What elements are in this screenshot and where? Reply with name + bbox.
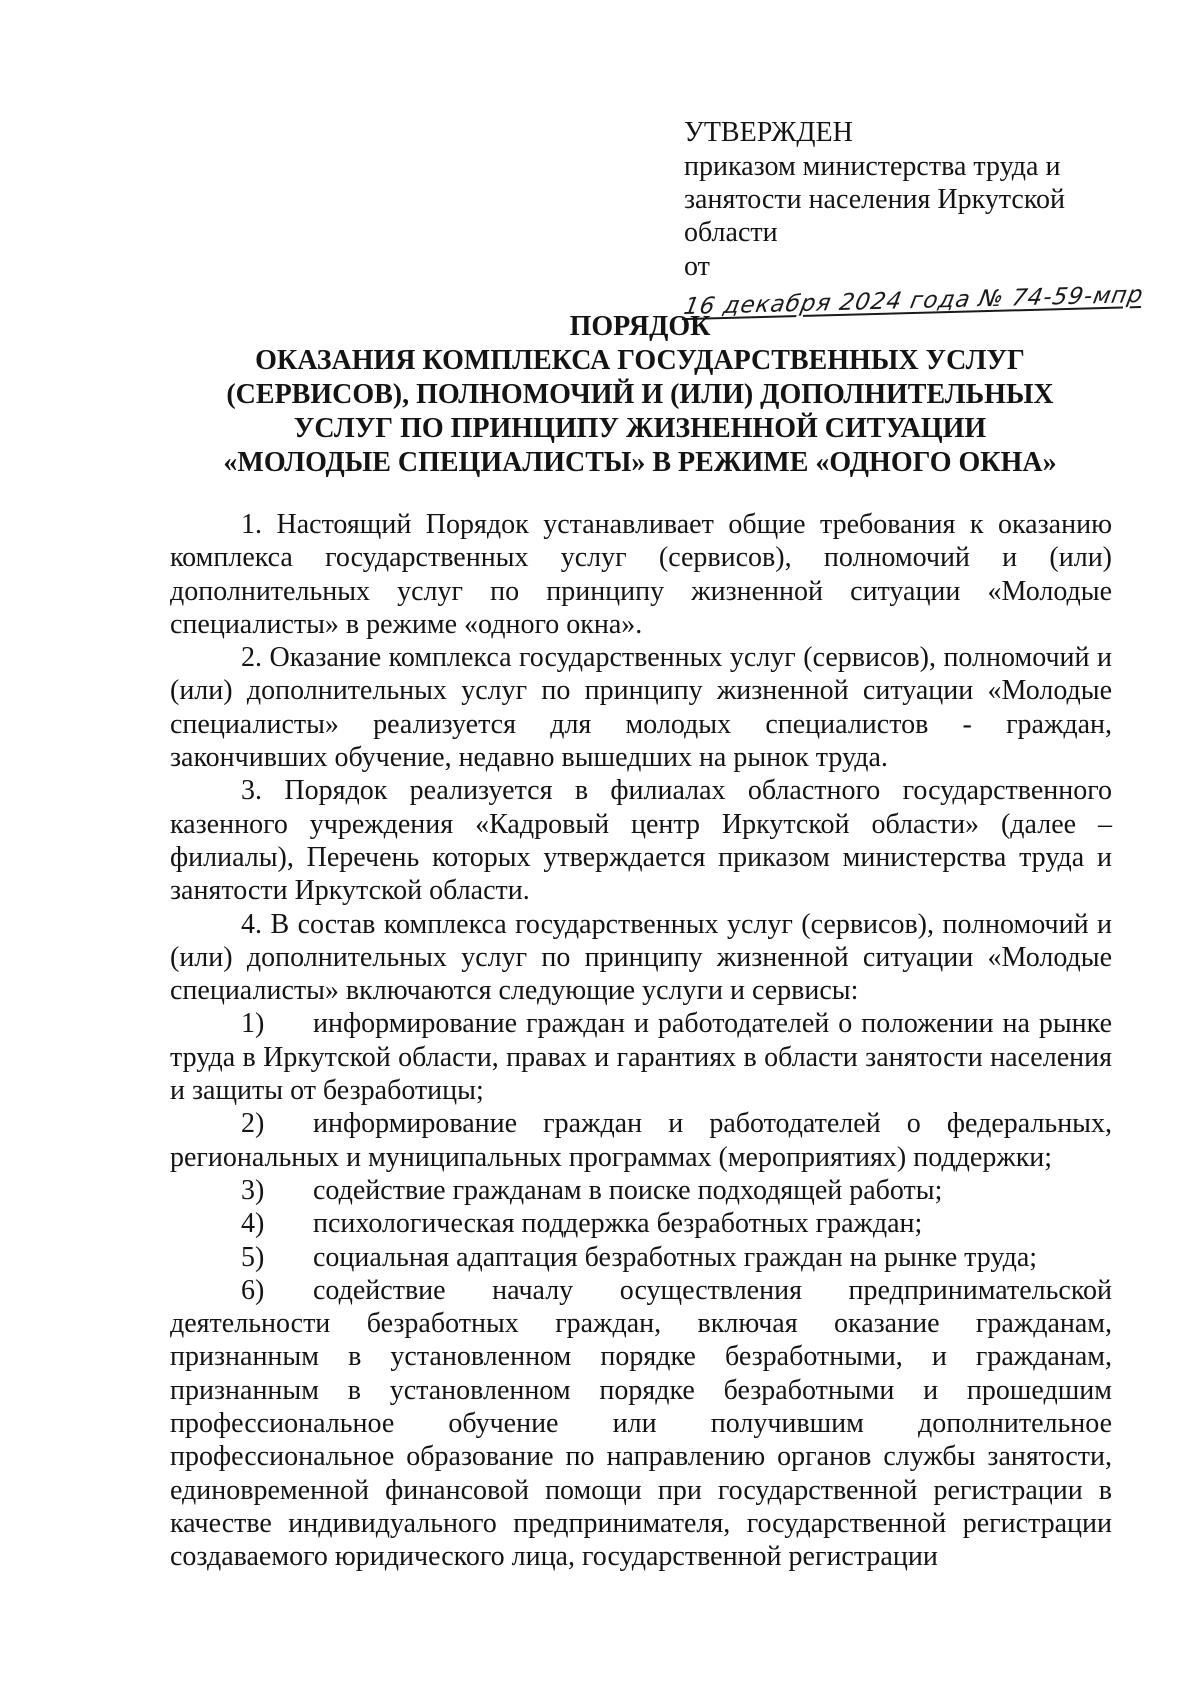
approval-block (681, 116, 1154, 321)
list-item-number: 4) (241, 1208, 265, 1240)
handwritten-date: 16 декабря 2024 года № 74-59-мпр (681, 281, 1146, 321)
list-item-number: 2) (241, 1108, 265, 1140)
list-item-text: информирование граждан и работодателей о положении на рынке труда в Иркутской области, правах и гарантиях в области занятости населения и защиты от безработицы; (170, 1008, 1112, 1107)
approval-line: области (684, 217, 778, 248)
list-item-number: 3) (241, 1174, 265, 1206)
approval-line: приказом министерства труда и (684, 151, 1061, 182)
list-item-number: 1) (241, 1008, 265, 1040)
title-line: ПОРЯДОК (569, 311, 711, 342)
list-item-text: содействие гражданам в поиске подходящей работы; (313, 1174, 943, 1206)
title-line: УСЛУГ ПО ПРИНЦИПУ ЖИЗНЕННОЙ СИТУАЦИИ (293, 413, 987, 444)
paragraph-2: 2. Оказание комплекса государственных услуг (сервисов), полномочий и (или) дополнительных услуг по принципу жизненной ситуации «Молодые специалисты» реализуется для молодых специалистов - граждан, закончивших обучение, недавно вышедших на рынок труда. (170, 642, 1112, 774)
title-line: ОКАЗАНИЯ КОМПЛЕКСА ГОСУДАРСТВЕННЫХ УСЛУГ (255, 345, 1025, 376)
list-item (170, 1107, 1112, 1174)
list-item (170, 1241, 1112, 1274)
approval-heading: УТВЕРЖДЕН (684, 117, 853, 148)
list-item (170, 1207, 1112, 1240)
document-title (165, 310, 1115, 480)
title-line: (СЕРВИСОВ), ПОЛНОМОЧИЙ И (ИЛИ) ДОПОЛНИТЕЛЬНЫХ (226, 379, 1054, 410)
paragraph-4: 4. В состав комплекса государственных услуг (сервисов), полномочий и (или) дополнительных услуг по принципу жизненной ситуации «Молодые специалисты» включаются следующие услуги и сервисы: (170, 908, 1112, 1007)
approval-line: занятости населения Иркутской (684, 184, 1066, 215)
list-item-number: 5) (241, 1241, 265, 1273)
list-item-number: 6) (241, 1274, 265, 1306)
list-item (170, 1174, 1112, 1207)
list-item-text: содействие началу осуществления предпринимательской деятельности безработных граждан, включая оказание гражданам, признанным в установленном порядке безработными, и гражданам, признанным в установленном порядке безработными и прошедшим профессиональное обучение или получившим дополнительное профессиональное образование по направлению органов службы занятости, единовременной финансовой помощи при государственной регистрации в качестве индивидуального предпринимателя, государственной регистрации создаваемого юридического лица, государственной регистрации (170, 1274, 1112, 1573)
list-item-text: информирование граждан и работодателей о федеральных, региональных и муниципальных программах (мероприятиях) поддержки; (170, 1108, 1112, 1173)
paragraph-1: 1. Настоящий Порядок устанавливает общие требования к оказанию комплекса государственных услуг (сервисов), полномочий и (или) дополнительных услуг по принципу жизненной ситуации «Молодые специалисты» в режиме «одного окна». (170, 509, 1112, 640)
title-line: «МОЛОДЫЕ СПЕЦИАЛИСТЫ» В РЕЖИМЕ «ОДНОГО ОКНА» (223, 447, 1057, 478)
date-prefix: от (684, 251, 710, 282)
list-item (170, 1274, 1112, 1574)
list-item (170, 1007, 1112, 1107)
approval-date-line (681, 250, 1154, 321)
list-item-text: психологическая поддержка безработных граждан; (313, 1208, 923, 1240)
list-item-text: социальная адаптация безработных граждан на рынке труда; (313, 1241, 1038, 1273)
paragraph-3: 3. Порядок реализуется в филиалах областного государственного казенного учреждения «Кадровый центр Иркутской области» (далее – филиалы), Перечень которых утверждается приказом министерства труда и занятости Иркутской области. (170, 775, 1112, 907)
document-body (170, 508, 1112, 1574)
